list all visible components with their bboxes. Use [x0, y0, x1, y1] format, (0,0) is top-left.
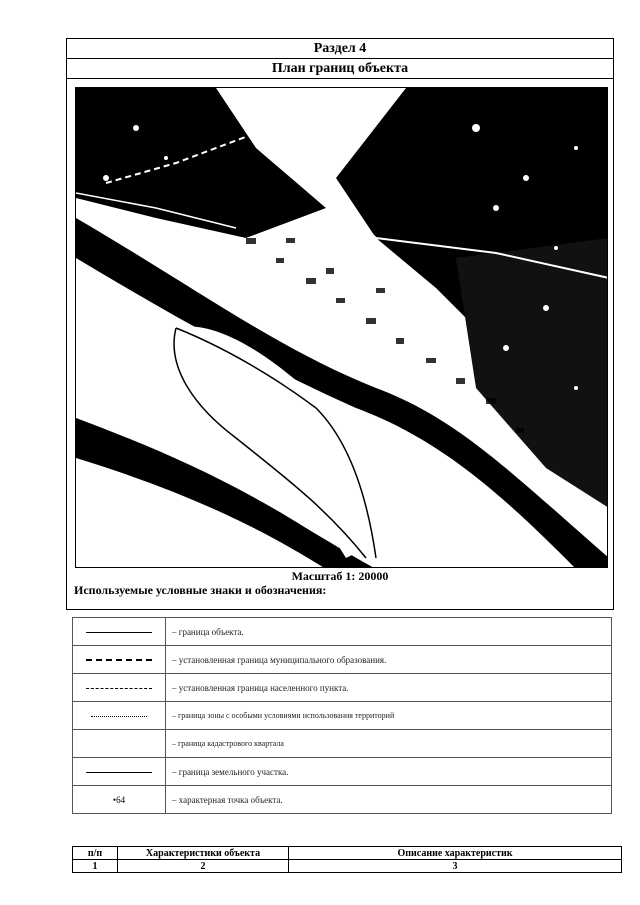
table-header-row — [73, 847, 622, 860]
column-header: п/п — [73, 847, 118, 860]
section-title: Раздел 4 — [67, 39, 613, 59]
legend-row — [73, 646, 612, 674]
legend-row — [73, 618, 612, 646]
column-number: 3 — [289, 860, 622, 873]
column-number: 1 — [73, 860, 118, 873]
legend-label: – граница зоны с особыми условиями использования территорий — [166, 702, 612, 730]
legend-row — [73, 786, 612, 814]
legend-label: – установленная граница муниципального образования. — [166, 646, 612, 674]
legend-table — [72, 617, 612, 814]
column-header: Характеристики объекта — [118, 847, 289, 860]
legend-symbol — [73, 674, 166, 702]
map-scale: Масштаб 1: 20000 — [291, 569, 389, 583]
legend-row — [73, 674, 612, 702]
legend-symbol — [73, 730, 166, 758]
map-image — [76, 88, 608, 568]
legend-symbol — [73, 758, 166, 786]
legend-label: – установленная граница населенного пункта. — [166, 674, 612, 702]
column-header: Описание характеристик — [289, 847, 622, 860]
legend-row — [73, 730, 612, 758]
table-row — [73, 860, 622, 873]
legend-label: – граница объекта. — [166, 618, 612, 646]
column-number: 2 — [118, 860, 289, 873]
legend-row — [73, 758, 612, 786]
legend-symbol — [73, 646, 166, 674]
legend-label: – граница земельного участка. — [166, 758, 612, 786]
section-subtitle: План границ объекта — [67, 59, 613, 79]
legend-symbol — [73, 702, 166, 730]
legend-symbol — [73, 618, 166, 646]
legend-label: – характерная точка объекта. — [166, 786, 612, 814]
legend-title: Используемые условные знаки и обозначения: — [74, 583, 327, 597]
aerial-map — [75, 87, 608, 568]
legend-label: – граница кадастрового квартала — [166, 730, 612, 758]
characteristics-table — [72, 846, 622, 873]
legend-symbol-point: •64 — [73, 786, 166, 814]
legend-row — [73, 702, 612, 730]
section-frame — [66, 38, 614, 610]
